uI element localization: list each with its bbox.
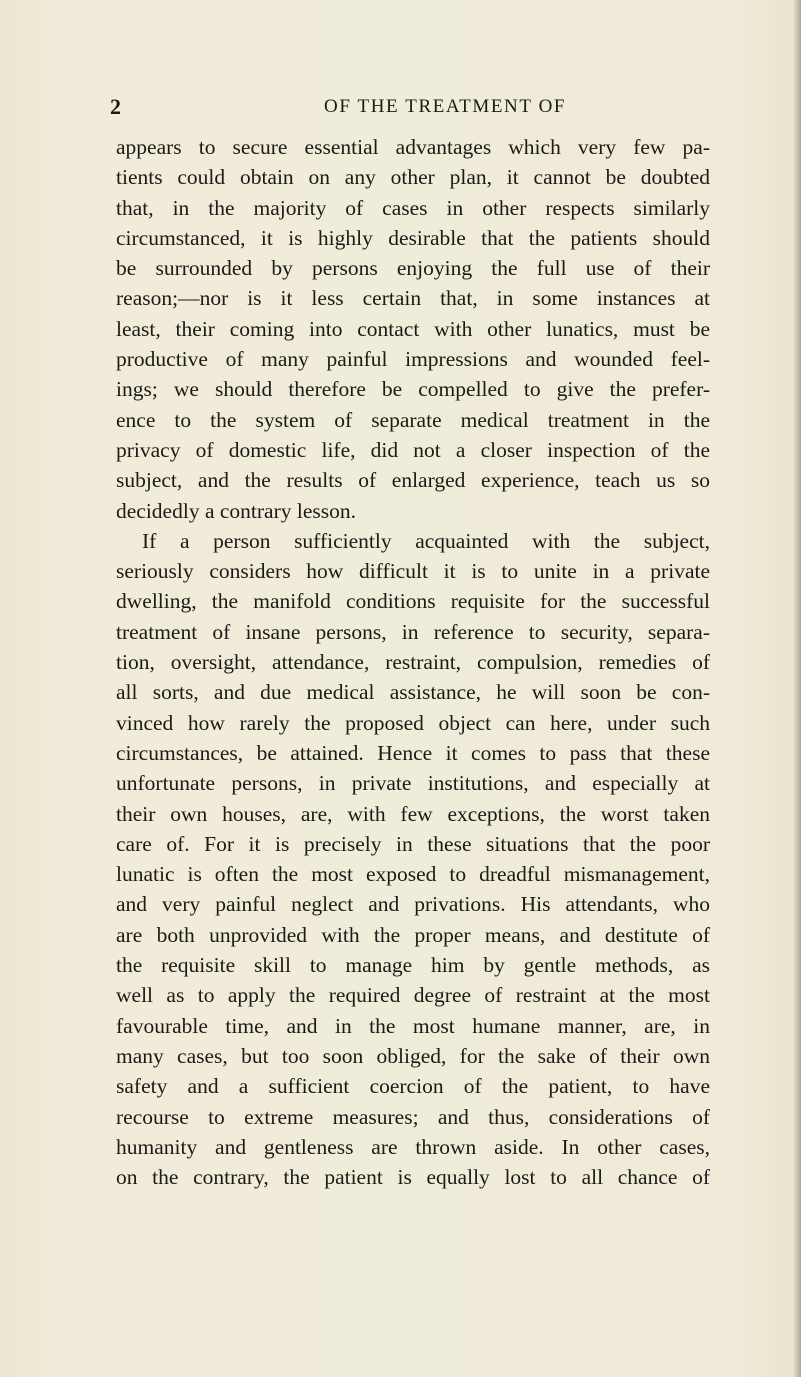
text-line: unfortunate persons, in private institutions, and especially at bbox=[116, 771, 710, 796]
text-line: appears to secure essential advantages which very few pa- bbox=[116, 135, 710, 159]
text-line: on the contrary, the patient is equally lost to all chance of bbox=[116, 1165, 710, 1190]
text-line: are both unprovided with the proper means, and destitute of bbox=[116, 922, 710, 947]
text-line: treatment of insane persons, in reference to security, separa- bbox=[116, 619, 710, 644]
paragraph-start-line: If a person sufficiently acquainted with the subject, bbox=[142, 528, 710, 553]
text-line: subject, and the results of enlarged experience, teach us so bbox=[116, 468, 710, 493]
text-line: many cases, but too soon obliged, for the sake of their own bbox=[116, 1043, 710, 1068]
text-line: be surrounded by persons enjoying the full use of their bbox=[116, 256, 710, 281]
text-line: productive of many painful impressions and wounded feel- bbox=[116, 347, 710, 372]
text-line: circumstanced, it is highly desirable that the patients should bbox=[116, 225, 710, 250]
text-line: least, their coming into contact with other lunatics, must be bbox=[116, 316, 710, 341]
text-line: lunatic is often the most exposed to dreadful mismanagement, bbox=[116, 862, 710, 887]
text-line: vinced how rarely the proposed object can here, under such bbox=[116, 710, 710, 735]
text-line: privacy of domestic life, did not a closer inspection of the bbox=[116, 437, 710, 462]
page-edge-shadow bbox=[793, 0, 801, 1377]
text-line: well as to apply the required degree of restraint at the most bbox=[116, 983, 710, 1008]
page-number: 2 bbox=[110, 94, 122, 119]
text-line: circumstances, be attained. Hence it comes to pass that these bbox=[116, 740, 710, 765]
text-line: recourse to extreme measures; and thus, considerations of bbox=[116, 1104, 710, 1129]
text-line: dwelling, the manifold conditions requisite for the successful bbox=[116, 589, 710, 614]
text-line: care of. For it is precisely in these situations that the poor bbox=[116, 831, 710, 856]
text-line: their own houses, are, with few exceptions, the worst taken bbox=[116, 801, 710, 826]
text-line: ings; we should therefore be compelled to give the prefer- bbox=[116, 377, 710, 402]
paragraph-end-line: decidedly a contrary lesson. bbox=[116, 498, 356, 523]
text-line: tients could obtain on any other plan, it cannot be doubted bbox=[116, 165, 710, 190]
text-line: safety and a sufficient coercion of the patient, to have bbox=[116, 1074, 710, 1099]
text-line: the requisite skill to manage him by gentle methods, as bbox=[116, 953, 710, 978]
text-line: ence to the system of separate medical treatment in the bbox=[116, 407, 710, 432]
text-line: all sorts, and due medical assistance, he will soon be con- bbox=[116, 680, 710, 705]
text-line: that, in the majority of cases in other respects similarly bbox=[116, 195, 710, 220]
text-line: humanity and gentleness are thrown aside. In other cases, bbox=[116, 1134, 710, 1159]
body-text bbox=[116, 132, 710, 1192]
text-line: tion, oversight, attendance, restraint, compulsion, remedies of bbox=[116, 650, 710, 675]
text-line: seriously considers how difficult it is to unite in a private bbox=[116, 559, 710, 584]
page-header bbox=[110, 94, 670, 124]
text-line: reason;—nor is it less certain that, in some instances at bbox=[116, 286, 710, 311]
text-line: favourable time, and in the most humane manner, are, in bbox=[116, 1013, 710, 1038]
text-line: and very painful neglect and privations. His attendants, who bbox=[116, 892, 710, 917]
running-head: OF THE TREATMENT OF bbox=[324, 96, 567, 117]
